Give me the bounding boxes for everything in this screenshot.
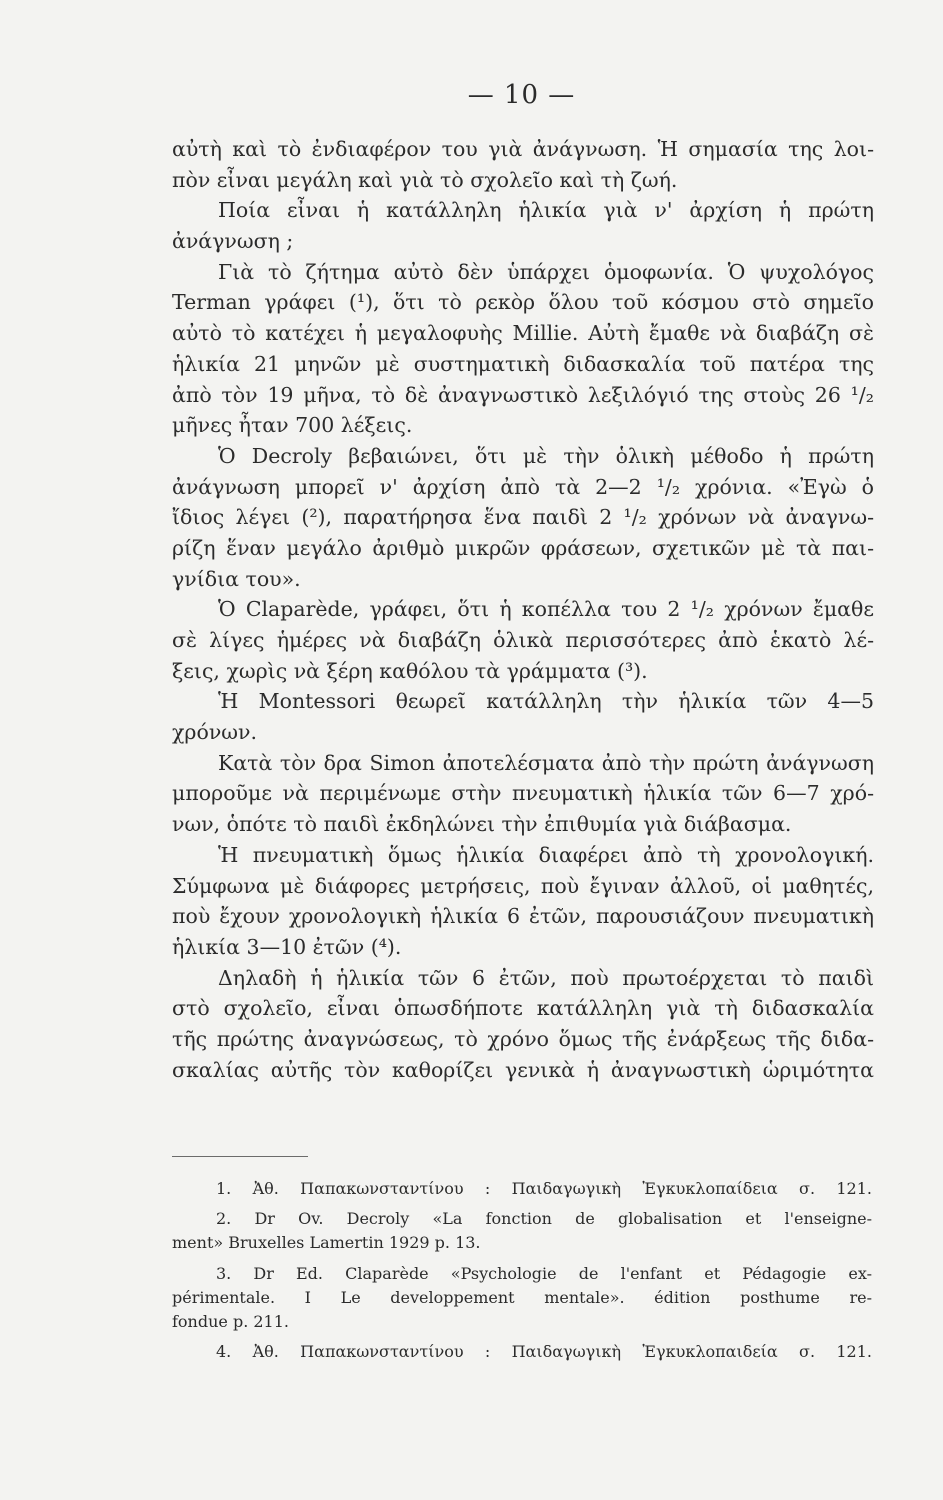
text-line: Terman γράφει (¹), ὅτι τὸ ρεκὸρ ὅλου τοῦ κόσμου στὸ σημεῖο [172, 290, 874, 315]
text-line: Γιὰ τὸ ζήτημα αὐτὸ δὲν ὑπάρχει ὁμοφωνία. Ὁ ψυχολόγος [218, 259, 874, 284]
text-line: νων, ὁπότε τὸ παιδὶ ἐκδηλώνει τὴν ἐπιθυμία γιὰ διάβασμα. [172, 812, 792, 837]
text-line: Κατὰ τὸν δρα Simon ἀποτελέσματα ἀπὸ τὴν πρώτη ἀνάγνωση [218, 750, 874, 775]
footnote-3-cont: périmentale. I Le developpement mentale». édition posthume re- [172, 1287, 872, 1307]
text-line: ποὺ ἔχουν χρονολογικὴ ἡλικία 6 ἐτῶν, παρουσιάζουν πνευματικὴ [172, 904, 874, 929]
text-line: Σύμφωνα μὲ διάφορες μετρήσεις, ποὺ ἔγιναν ἀλλοῦ, οἱ μαθητές, [172, 873, 874, 898]
footnote-3-cont: fondue p. 211. [172, 1311, 289, 1331]
text-line: ἡλικία 3—10 ἐτῶν (⁴). [172, 934, 402, 959]
text-line: αὐτὴ καὶ τὸ ἐνδιαφέρον του γιὰ ἀνάγνωση. Ἡ σημασία της λοι- [172, 137, 874, 161]
text-line: Ἡ Montessori θεωρεῖ κατάλληλη τὴν ἡλικία τῶν 4—5 [218, 689, 874, 714]
text-line: ἀπὸ τὸν 19 μῆνα, τὸ δὲ ἀναγνωστικὸ λεξιλόγιό της στοὺς 26 ¹/₂ [172, 382, 874, 407]
footnote-4: 4. Ἀθ. Παπακωνσταντίνου : Παιδαγωγικὴ Ἐγκυκλοπαιδεία σ. 121. [216, 1342, 872, 1362]
text-line: Ποία εἶναι ἡ κατάλληλη ἡλικία γιὰ ν' ἀρχίση ἡ πρώτη [218, 198, 874, 223]
text-line: σκαλίας αὐτῆς τὸν καθορίζει γενικὰ ἡ ἀναγνωστικὴ ὡριμότητα [172, 1057, 874, 1082]
text-line: μῆνες ἦταν 700 λέξεις. [172, 413, 413, 438]
footnote-1: 1. Ἀθ. Παπακωνσταντίνου : Παιδαγωγικὴ Ἐγκυκλοπαίδεια σ. 121. [216, 1179, 872, 1198]
footnote-divider [172, 1156, 308, 1157]
text-line: Ὁ Claparède, γράφει, ὅτι ἡ κοπέλλα του 2 ¹/₂ χρόνων ἔμαθε [218, 597, 874, 622]
footnote-2: 2. Dr Ov. Decroly «La fonction de globalisation et l'enseigne- [216, 1209, 872, 1229]
body-text [172, 134, 874, 1085]
text-line: ρίζη ἕναν μεγάλο ἀριθμὸ μικρῶν φράσεων, σχετικῶν μὲ τὰ παι- [172, 535, 874, 560]
text-line: ἀνάγνωση μπορεῖ ν' ἀρχίση ἀπὸ τὰ 2—2 ¹/₂ χρόνια. «Ἐγὼ ὁ [172, 474, 874, 499]
text-line: πὸν εἶναι μεγάλη καὶ γιὰ τὸ σχολεῖο καὶ τὴ ζωή. [172, 167, 678, 192]
footnotes [172, 1177, 872, 1364]
text-line: ἡλικία 21 μηνῶν μὲ συστηματικὴ διδασκαλία τοῦ πατέρα της [172, 351, 874, 376]
text-line: χρόνων. [172, 720, 257, 745]
text-line: στὸ σχολεῖο, εἶναι ὁπωσδήποτε κατάλληλη γιὰ τὴ διδασκαλία [172, 996, 874, 1021]
text-line: ἴδιος λέγει (²), παρατήρησα ἕνα παιδὶ 2 ¹/₂ χρόνων νὰ ἀναγνω- [172, 505, 874, 530]
text-line: αὐτὸ τὸ κατέχει ἡ μεγαλοφυὴς Millie. Αὐτὴ ἔμαθε νὰ διαβάζη σὲ [172, 321, 874, 346]
page-number: — 10 — [467, 80, 576, 110]
text-line: σὲ λίγες ἡμέρες νὰ διαβάζη ὁλικὰ περισσότερες ἀπὸ ἑκατὸ λέ- [172, 628, 874, 652]
text-line: ἀνάγνωση ; [172, 229, 294, 254]
footnote-2-cont: ment» Bruxelles Lamertin 1929 p. 13. [172, 1233, 481, 1253]
text-line: ξεις, χωρὶς νὰ ξέρη καθόλου τὰ γράμματα (³). [172, 658, 648, 683]
text-line: Ὁ Decroly βεβαιώνει, ὅτι μὲ τὴν ὁλικὴ μέθοδο ἡ πρώτη [218, 443, 874, 468]
text-line: Ἡ πνευματικὴ ὅμως ἡλικία διαφέρει ἀπὸ τὴ χρονολογική. [218, 842, 874, 867]
text-line: τῆς πρώτης ἀναγνώσεως, τὸ χρόνο ὅμως τῆς ἐνάρξεως τῆς διδα- [172, 1026, 874, 1051]
text-line: μποροῦμε νὰ περιμένωμε στὴν πνευματικὴ ἡλικία τῶν 6—7 χρό- [172, 781, 874, 806]
text-line: Δηλαδὴ ἡ ἡλικία τῶν 6 ἐτῶν, ποὺ πρωτοέρχεται τὸ παιδὶ [218, 965, 874, 990]
footnote-3: 3. Dr Ed. Claparède «Psychologie de l'enfant et Pédagogie ex- [216, 1263, 872, 1283]
text-line: γνίδια του». [172, 566, 301, 591]
